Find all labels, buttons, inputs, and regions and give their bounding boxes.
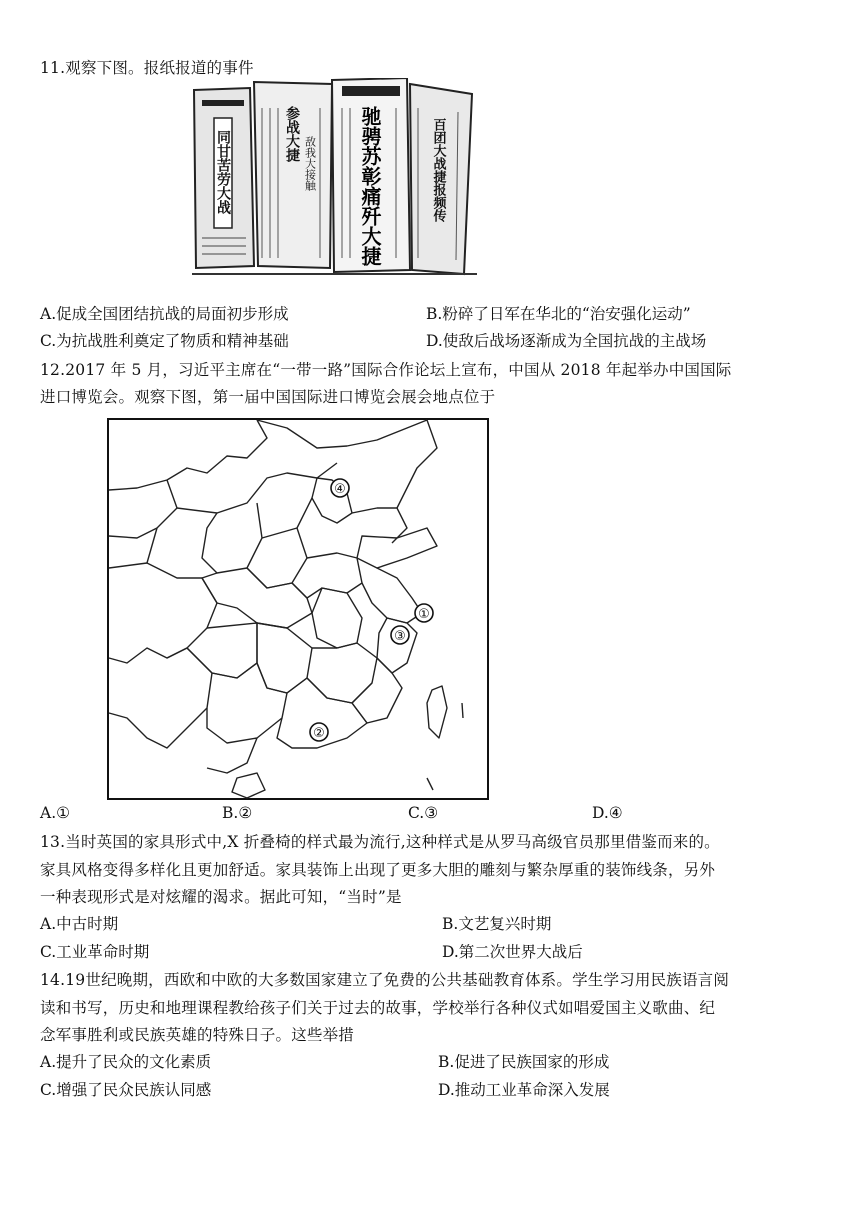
q12-option-b[interactable]: B.② [222,804,253,822]
newspaper-3-headline: 驰骋苏彰痛歼大捷 [358,106,382,266]
newspaper-1 [194,88,254,268]
marker-3 [391,626,409,644]
marker-1 [415,604,433,622]
newspaper-2 [254,82,332,268]
q12-option-c[interactable]: C.③ [408,804,439,822]
q14-stem-line-3: 念军事胜利或民族英雄的特殊日子。这些举措 [40,1026,355,1044]
q14-option-a[interactable]: A.提升了民众的文化素质 [40,1053,212,1071]
q13-option-b[interactable]: B.文艺复兴时期 [442,915,552,933]
q12-option-d[interactable]: D.④ [592,804,623,822]
q13-stem-line-2: 家具风格变得多样化且更加舒适。家具装饰上出现了更多大胆的雕刻与繁杂厚重的装饰线条，另外 [40,861,716,879]
newspaper-collage-image [192,78,477,278]
q12-stem-line-1: 12.2017 年 5 月，习近平主席在“一带一路”国际合作论坛上宣布，中国从 2018 年起举办中国国际 [40,361,732,379]
marker-2-label: ② [313,726,325,741]
q11-option-b[interactable]: B.粉碎了日军在华北的“治安强化运动” [426,305,691,323]
q13-stem-line-3: 一种表现形式是对炫耀的渴求。据此可知，“当时”是 [40,888,402,906]
q13-option-a[interactable]: A.中古时期 [40,915,119,933]
q11-option-c[interactable]: C.为抗战胜利奠定了物质和精神基础 [40,332,289,350]
q14-option-d[interactable]: D.推动工业革命深入发展 [438,1081,610,1099]
q14-stem-line-1: 14.19世纪晚期，西欧和中欧的大多数国家建立了免费的公共基础教育体系。学生学习用民族语言阅 [40,971,730,989]
marker-4-label: ④ [334,482,346,497]
q12-stem-line-2: 进口博览会。观察下图，第一届中国国际进口博览会展会地点位于 [40,388,496,406]
q12-option-a[interactable]: A.① [40,804,71,822]
marker-1-label: ① [418,607,430,622]
q11-option-a[interactable]: A.促成全国团结抗战的局面初步形成 [40,305,289,323]
q14-option-c[interactable]: C.增强了民众民族认同感 [40,1081,212,1099]
newspaper-1-headline: 同甘苦劳大战 [215,130,231,214]
marker-3-label: ③ [394,629,406,644]
china-province-map [107,418,489,800]
q14-stem-line-2: 读和书写，历史和地理课程教给孩子们关于过去的故事，学校举行各种仪式如唱爱国主义歌曲、纪 [40,999,716,1017]
newspaper-2-headline: 参战大捷 [284,106,300,162]
q11-option-d[interactable]: D.使敌后战场逐渐成为全国抗战的主战场 [426,332,707,350]
q14-option-b[interactable]: B.促进了民族国家的形成 [438,1053,610,1071]
q13-option-d[interactable]: D.第二次世界大战后 [442,943,583,961]
q13-stem-line-1: 13.当时英国的家具形式中,X 折叠椅的样式最为流行,这种样式是从罗马高级官员那里借鉴而来的。 [40,833,720,851]
q13-option-c[interactable]: C.工业革命时期 [40,943,150,961]
newspaper-3 [332,78,410,272]
newspaper-2-subheadline: 敌我大接触 [303,136,317,191]
newspaper-4-headline: 百团大战捷报频传 [430,118,446,222]
newspaper-4 [410,84,472,274]
marker-2 [310,723,328,741]
q11-stem: 11.观察下图。报纸报道的事件 [40,59,254,77]
marker-4 [331,479,349,497]
